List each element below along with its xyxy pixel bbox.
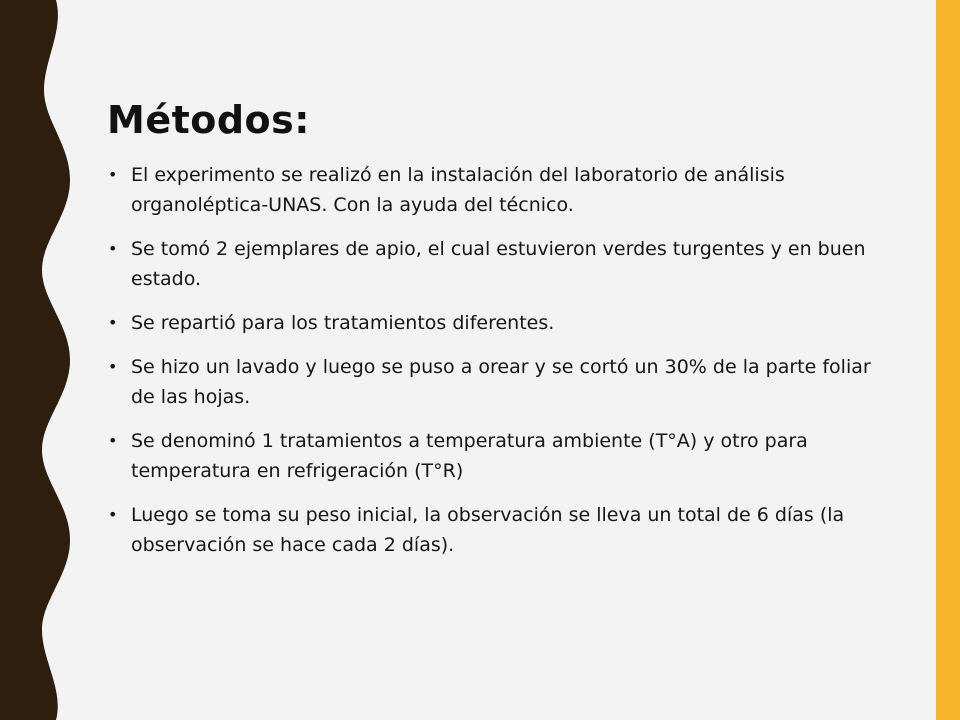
- wavy-side-band: [0, 0, 80, 720]
- bullet-item: • Se repartió para los tratamientos diferentes.: [108, 308, 878, 338]
- bullet-list: [108, 160, 878, 574]
- slide-title: Métodos:: [107, 98, 310, 142]
- bullet-item: • Se hizo un lavado y luego se puso a orear y se cortó un 30% de la parte foliar de las hojas.: [108, 352, 878, 412]
- bullet-item: • Se denominó 1 tratamientos a temperatura ambiente (T°A) y otro para temperatura en refrigeración (T°R): [108, 426, 878, 486]
- bullet-item: • Se tomó 2 ejemplares de apio, el cual estuvieron verdes turgentes y en buen estado.: [108, 234, 878, 294]
- bullet-item: • El experimento se realizó en la instalación del laboratorio de análisis organoléptica-UNAS. Con la ayuda del técnico.: [108, 160, 878, 220]
- bullet-item: • Luego se toma su peso inicial, la observación se lleva un total de 6 días (la observación se hace cada 2 días).: [108, 500, 878, 560]
- accent-strip: [936, 0, 960, 720]
